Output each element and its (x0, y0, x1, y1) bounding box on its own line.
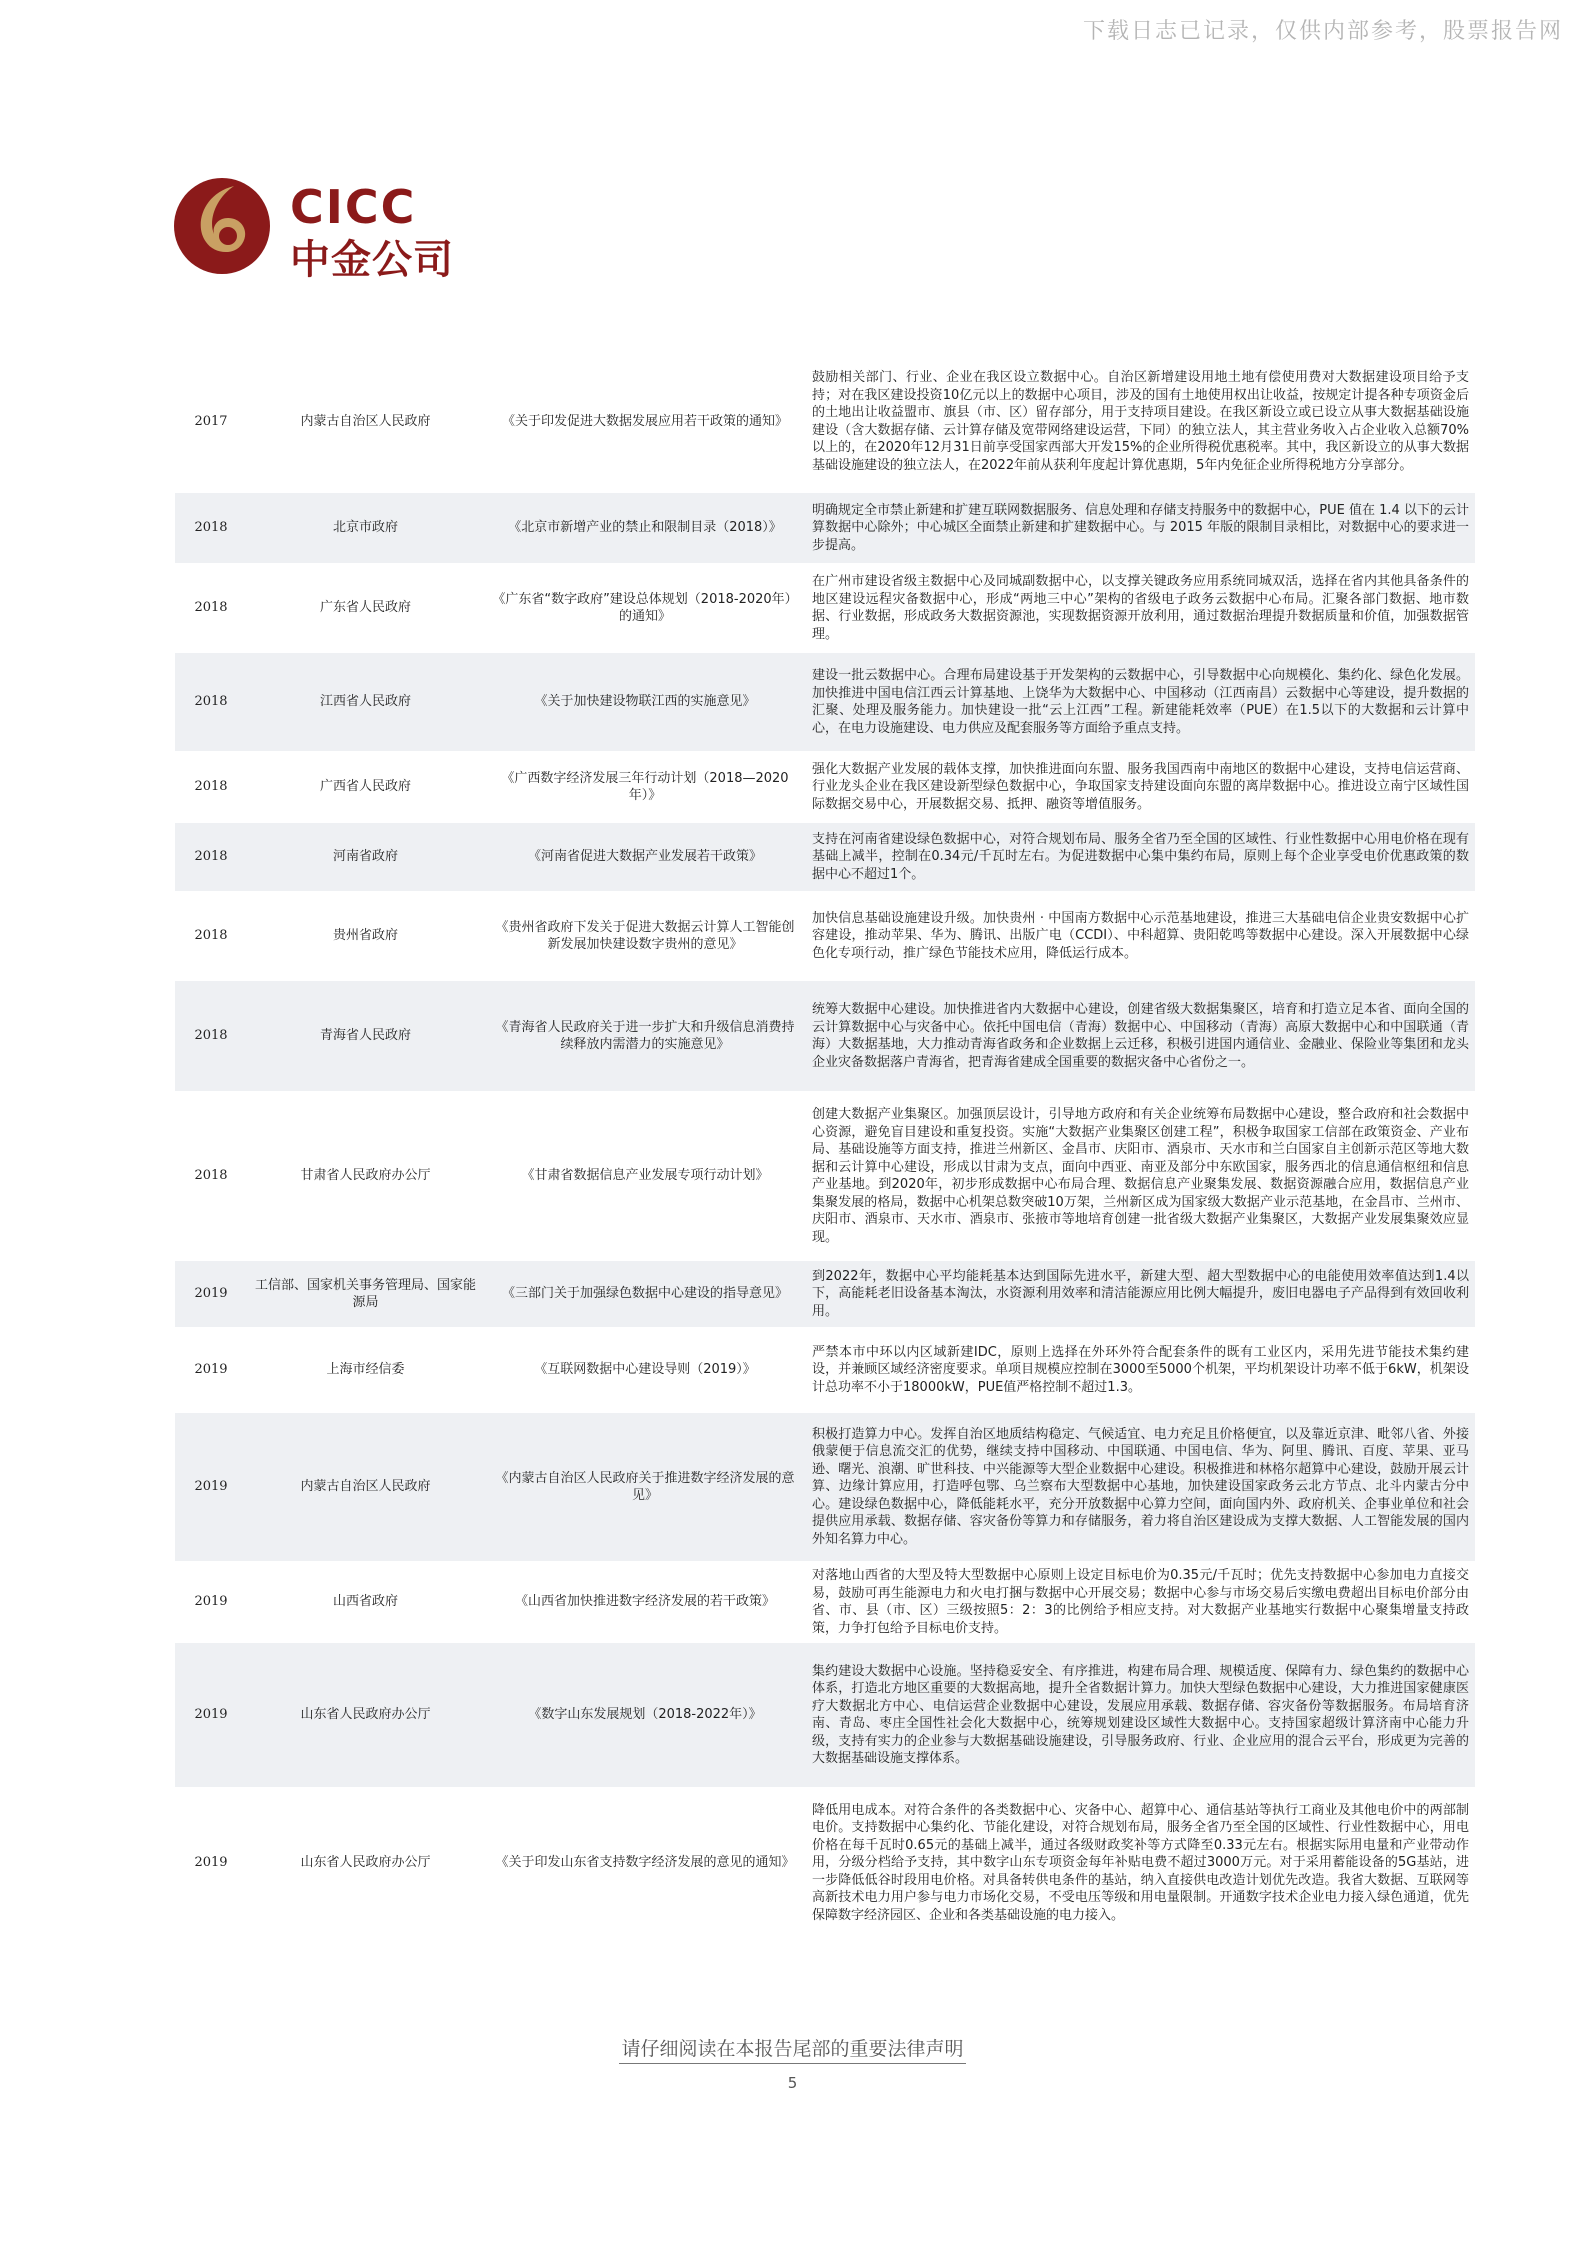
table-row (175, 492, 1475, 564)
row-issuer: 贵州省政府 (332, 928, 398, 944)
row-content: 创建大数据产业集聚区。加强顶层设计，引导地方政府和有关企业统筹布局数据中心建设，整合政府和社会数据中心资源，避免盲目建设和重复投资。实施“大数据产业集聚区创建工程”，积极争取国家工信部在政策资金、产业布局、基础设施等方面支持，推进兰州新区、金昌市、庆阳市、酒泉市、天水市和兰白国家自主创新示范区等地大数据和云计算中心建设，形成以甘肃为支点，面向中西亚、南亚及部分中东欧国家，服务西北的信息通信枢纽和信息产业基地。到2020年，初步形成数据中心布局合理、数据信息产业聚集发展、数据资源融合应用，数据信息产业集聚发展的格局，数据中心机架总数突破10万架，兰州新区成为国家级大数据产业示范基地，在金昌市、兰州市、庆阳市、酒泉市、天水市、酒泉市、张掖市等地培育创建一批省级大数据产业集聚区，大数据产业发展集聚效应显现。 (812, 1107, 1469, 1245)
table-row (175, 652, 1475, 752)
row-content: 明确规定全市禁止新建和扩建互联网数据服务、信息处理和存储支持服务中的数据中心，PUE 值在 1.4 以下的云计算数据中心除外；中心城区全面禁止新建和扩建数据中心。与 2015 年版的限制目录相比，对数据中心的要求进一步提高。 (806, 492, 1475, 564)
row-content: 降低用电成本。对符合条件的各类数据中心、灾备中心、超算中心、通信基站等执行工商业及其他电价中的两部制电价。支持数据中心集约化、节能化建设，对符合规划布局，服务全省乃至全国的区域性、行业性数据中心，用电价格在每千瓦时0.65元的基础上减半，通过各级财政奖补等方式降至0.33元左右。根据实际用电量和产业带动作用，分级分档给予支持，其中数字山东专项资金每年补贴电费不超过3000万元。对于采用蓄能设备的5G基站，进一步降低低谷时段用电价格。对具备转供电条件的基站，纳入直接供电改造计划优先改造。我省大数据、互联网等高新技术电力用户参与电力市场化交易，不受电压等级和用电量限制。开通数字技术企业电力接入绿色通道，优先保障数字经济园区、企业和各类基础设施的电力接入。 (812, 1802, 1469, 1923)
row-content: 在广州市建设省级主数据中心及同城副数据中心，以支撑关键政务应用系统同城双活，选择在省内其他具备条件的地区建设远程灾备数据中心，形成“两地三中心”架构的省级电子政务云数据中心布局。汇聚各部门数据、地市数据、行业数据，形成政务大数据资源池，实现数据资源开放利用，通过数据治理提升数据质量和价值，加强数据管理。 (812, 574, 1469, 642)
row-content: 严禁本市中环以内区域新建IDC，原则上选择在外环外符合配套条件的既有工业区内，采用先进节能技术集约建设，并兼顾区域经济密度要求。单项目规模应控制在3000至5000个机架，平均机架设计功率不低于6kW，机架设计总功率不小于18000kW，PUE值严格控制不超过1.3。 (812, 1344, 1469, 1395)
row-year: 2018 (194, 779, 228, 795)
row-document: 《青海省人民政府关于进一步扩大和升级信息消费持续释放内需潜力的实施意见》 (484, 980, 806, 1092)
table-row (175, 352, 1475, 492)
row-year: 2019 (194, 1594, 228, 1610)
row-document: 《河南省促进大数据产业发展若干政策》 (484, 822, 806, 892)
row-content: 对落地山西省的大型及特大型数据中心原则上设定目标电价为0.35元/千瓦时；优先支持数据中心参加电力直接交易，鼓励可再生能源电力和火电打捆与数据中心开展交易；数据中心参与市场交易后实缴电费超出目标电价部分由省、市、县（市、区）三级按照5：2：3的比例给予相应支持。对大数据产业基地实行数据中心聚集增量支持政策，力争打包给予目标电价支持。 (812, 1568, 1469, 1636)
row-content: 集约建设大数据中心设施。坚持稳妥安全、有序推进，构建布局合理、规模适度、保障有力、绿色集约的数据中心体系，打造北方地区重要的大数据高地，提升全省数据计算力。加快大型绿色数据中心建设，大力推进国家健康医疗大数据北方中心、电信运营企业数据中心建设，发展应用承载、数据存储、容灾备份等数据服务。布局培育济南、青岛、枣庄全国性社会化大数据中心，统筹规划建设区域性大数据中心。支持国家超级计算济南中心能力升级，支持有实力的企业参与大数据基础设施建设，引导服务政府、行业、企业应用的混合云平台，形成更为完善的大数据基础设施支撑体系。 (806, 1642, 1475, 1788)
row-document: 《广西数字经济发展三年行动计划（2018—2020年）》 (501, 770, 789, 803)
row-issuer: 广西省人民政府 (319, 779, 411, 795)
table-row (175, 822, 1475, 892)
table-row (175, 1642, 1475, 1788)
table-row (175, 564, 1475, 652)
row-year: 2019 (175, 1642, 247, 1788)
table-row (175, 980, 1475, 1092)
table-row (175, 1412, 1475, 1562)
row-year: 2018 (175, 980, 247, 1092)
table-row (175, 1260, 1475, 1328)
row-year: 2018 (194, 928, 228, 944)
row-issuer: 北京市政府 (247, 492, 484, 564)
table-row (175, 1092, 1475, 1260)
legal-notice (0, 2034, 1585, 2061)
row-document: 《数字山东发展规划（2018-2022年）》 (484, 1642, 806, 1788)
row-content: 强化大数据产业发展的载体支撑，加快推进面向东盟、服务我国西南中南地区的数据中心建设，支持电信运营商、行业龙头企业在我区建设新型绿色数据中心，争取国家支持建设面向东盟的离岸数据中心。推进设立南宁区域性国际数据交易中心，开展数据交易、抵押、融资等增值服务。 (812, 761, 1469, 812)
row-year: 2017 (194, 413, 228, 429)
row-issuer: 山东省人民政府办公厅 (247, 1642, 484, 1788)
logo-english-name: CICC (290, 180, 417, 234)
row-issuer: 山东省人民政府办公厅 (300, 1855, 431, 1871)
row-content: 建设一批云数据中心。合理布局建设基于开发架构的云数据中心，引导数据中心向规模化、集约化、绿色化发展。加快推进中国电信江西云计算基地、上饶华为大数据中心、中国移动（江西南昌）云数据中心等建设，提升数据的汇聚、处理及服务能力。加快建设一批“云上江西”工程。新建能耗效率（PUE）在1.5以下的大数据和云计算中心，在电力设施建设、电力供应及配套服务等方面给予重点支持。 (806, 652, 1475, 752)
row-content: 统筹大数据中心建设。加快推进省内大数据中心建设，创建省级大数据集聚区，培育和打造立足本省、面向全国的云计算数据中心与灾备中心。依托中国电信（青海）数据中心、中国移动（青海）高原大数据中心和中国联通（青海）大数据基地，大力推动青海省政务和企业数据上云迁移，积极引进国内通信业、金融业、保险业等集团和龙头企业灾备数据落户青海省，把青海省建成全国重要的数据灾备中心省份之一。 (806, 980, 1475, 1092)
table-row (175, 1328, 1475, 1412)
row-year: 2019 (194, 1362, 228, 1378)
row-document: 《三部门关于加强绿色数据中心建设的指导意见》 (484, 1260, 806, 1328)
row-year: 2018 (175, 492, 247, 564)
table-row (175, 1788, 1475, 1938)
row-issuer: 上海市经信委 (326, 1362, 405, 1378)
row-year: 2018 (175, 652, 247, 752)
watermark-text: 下载日志已记录，仅供内部参考，股票报告网 (1082, 19, 1563, 44)
row-year: 2019 (175, 1412, 247, 1562)
logo-chinese-name: 中金公司 (290, 237, 454, 283)
row-content: 支持在河南省建设绿色数据中心，对符合规划布局、服务全省乃至全国的区域性、行业性数据中心用电价格在现有基础上减半，控制在0.34元/千瓦时左右。为促进数据中心集中集约布局，原则上每个企业享受电价优惠政策的数据中心不超过1个。 (806, 822, 1475, 892)
row-issuer: 江西省人民政府 (247, 652, 484, 752)
row-issuer: 广东省人民政府 (319, 600, 411, 616)
row-content: 到2022年，数据中心平均能耗基本达到国际先进水平，新建大型、超大型数据中心的电能使用效率值达到1.4以下，高能耗老旧设备基本淘汰，水资源利用效率和清洁能源应用比例大幅提升，废旧电器电子产品得到有效回收利用。 (806, 1260, 1475, 1328)
row-year: 2018 (194, 600, 228, 616)
row-document: 《山西省加快推进数字经济发展的若干政策》 (514, 1594, 775, 1610)
row-issuer: 青海省人民政府 (247, 980, 484, 1092)
row-document: 《甘肃省数据信息产业发展专项行动计划》 (521, 1168, 769, 1184)
row-issuer: 工信部、国家机关事务管理局、国家能源局 (247, 1260, 484, 1328)
row-content: 加快信息基础设施建设升级。加快贵州 · 中国南方数据中心示范基地建设，推进三大基础电信企业贵安数据中心扩容建设，推动苹果、华为、腾讯、出版广电（CCDI）、中科超算、贵阳乾鸣等数据中心建设。深入开展数据中心绿色化专项行动，推广绿色节能技术应用，降低运行成本。 (812, 910, 1469, 961)
row-year: 2018 (175, 822, 247, 892)
row-document: 《内蒙古自治区人民政府关于推进数字经济发展的意见》 (484, 1412, 806, 1562)
row-issuer: 内蒙古自治区人民政府 (300, 413, 431, 429)
row-year: 2019 (194, 1855, 228, 1871)
row-issuer: 山西省政府 (332, 1594, 398, 1610)
row-document: 《广东省“数字政府”建设总体规划（2018-2020年）的通知》 (492, 591, 798, 624)
row-year: 2019 (175, 1260, 247, 1328)
table-row (175, 1562, 1475, 1642)
row-issuer: 河南省政府 (247, 822, 484, 892)
row-document: 《关于印发山东省支持数字经济发展的意见的通知》 (495, 1855, 795, 1871)
cicc-logo (172, 176, 472, 286)
table-row (175, 752, 1475, 822)
legal-notice-text: 请仔细阅读在本报告尾部的重要法律声明 (619, 2038, 965, 2064)
row-document: 《贵州省政府下发关于促进大数据云计算人工智能创新发展加快建设数字贵州的意见》 (495, 919, 795, 952)
row-document: 《互联网数据中心建设导则（2019）》 (534, 1362, 756, 1378)
row-issuer: 内蒙古自治区人民政府 (247, 1412, 484, 1562)
row-document: 《北京市新增产业的禁止和限制目录（2018）》 (484, 492, 806, 564)
row-content: 积极打造算力中心。发挥自治区地质结构稳定、气候适宜、电力充足且价格便宜，以及靠近京津、毗邻八省、外接俄蒙便于信息流交汇的优势，继续支持中国移动、中国联通、中国电信、华为、阿里、腾讯、百度、苹果、亚马逊、曙光、浪潮、旷世科技、中兴能源等大型企业数据中心建设。积极推进和林格尔超算中心建设，鼓励开展云计算、边缘计算应用，打造呼包鄂、乌兰察布大型数据中心基地，加快建设国家政务云北方节点、北斗内蒙古分中心。建设绿色数据中心，降低能耗水平，充分开放数据中心算力空间，面向国内外、政府机关、企事业单位和社会提供应用承载、数据存储、容灾备份等算力和存储服务，着力将自治区建设成为支撑大数据、人工智能发展的国内外知名算力中心。 (806, 1412, 1475, 1562)
policy-table (175, 352, 1475, 1939)
cicc-logo-icon (172, 176, 272, 276)
row-document: 《关于印发促进大数据发展应用若干政策的通知》 (501, 413, 788, 429)
row-issuer: 甘肃省人民政府办公厅 (300, 1168, 431, 1184)
row-document: 《关于加快建设物联江西的实施意见》 (484, 652, 806, 752)
page-number: 5 (787, 2074, 798, 2092)
row-content: 鼓励相关部门、行业、企业在我区设立数据中心。自治区新增建设用地土地有偿使用费对大数据建设项目给予支持；对在我区建设投资10亿元以上的数据中心项目，涉及的国有土地使用权出让收益，按规定计提各种专项资金后的土地出让收益盟市、旗县（市、区）留存部分，用于支持项目建设。在我区新设立或已设立从事大数据基础设施建设（含大数据存储、云计算存储及宽带网络建设运营，下同）的独立法人，其主营业务收入占企业收入总额70%以上的，在2020年12月31日前享受国家西部大开发15%的企业所得税优惠税率。其中，我区新设立的从事大数据基础设施建设的独立法人，在2022年前从获利年度起计算优惠期，5年内免征企业所得税地方分享部分。 (812, 370, 1469, 473)
table-row (175, 892, 1475, 980)
row-year: 2018 (194, 1168, 228, 1184)
